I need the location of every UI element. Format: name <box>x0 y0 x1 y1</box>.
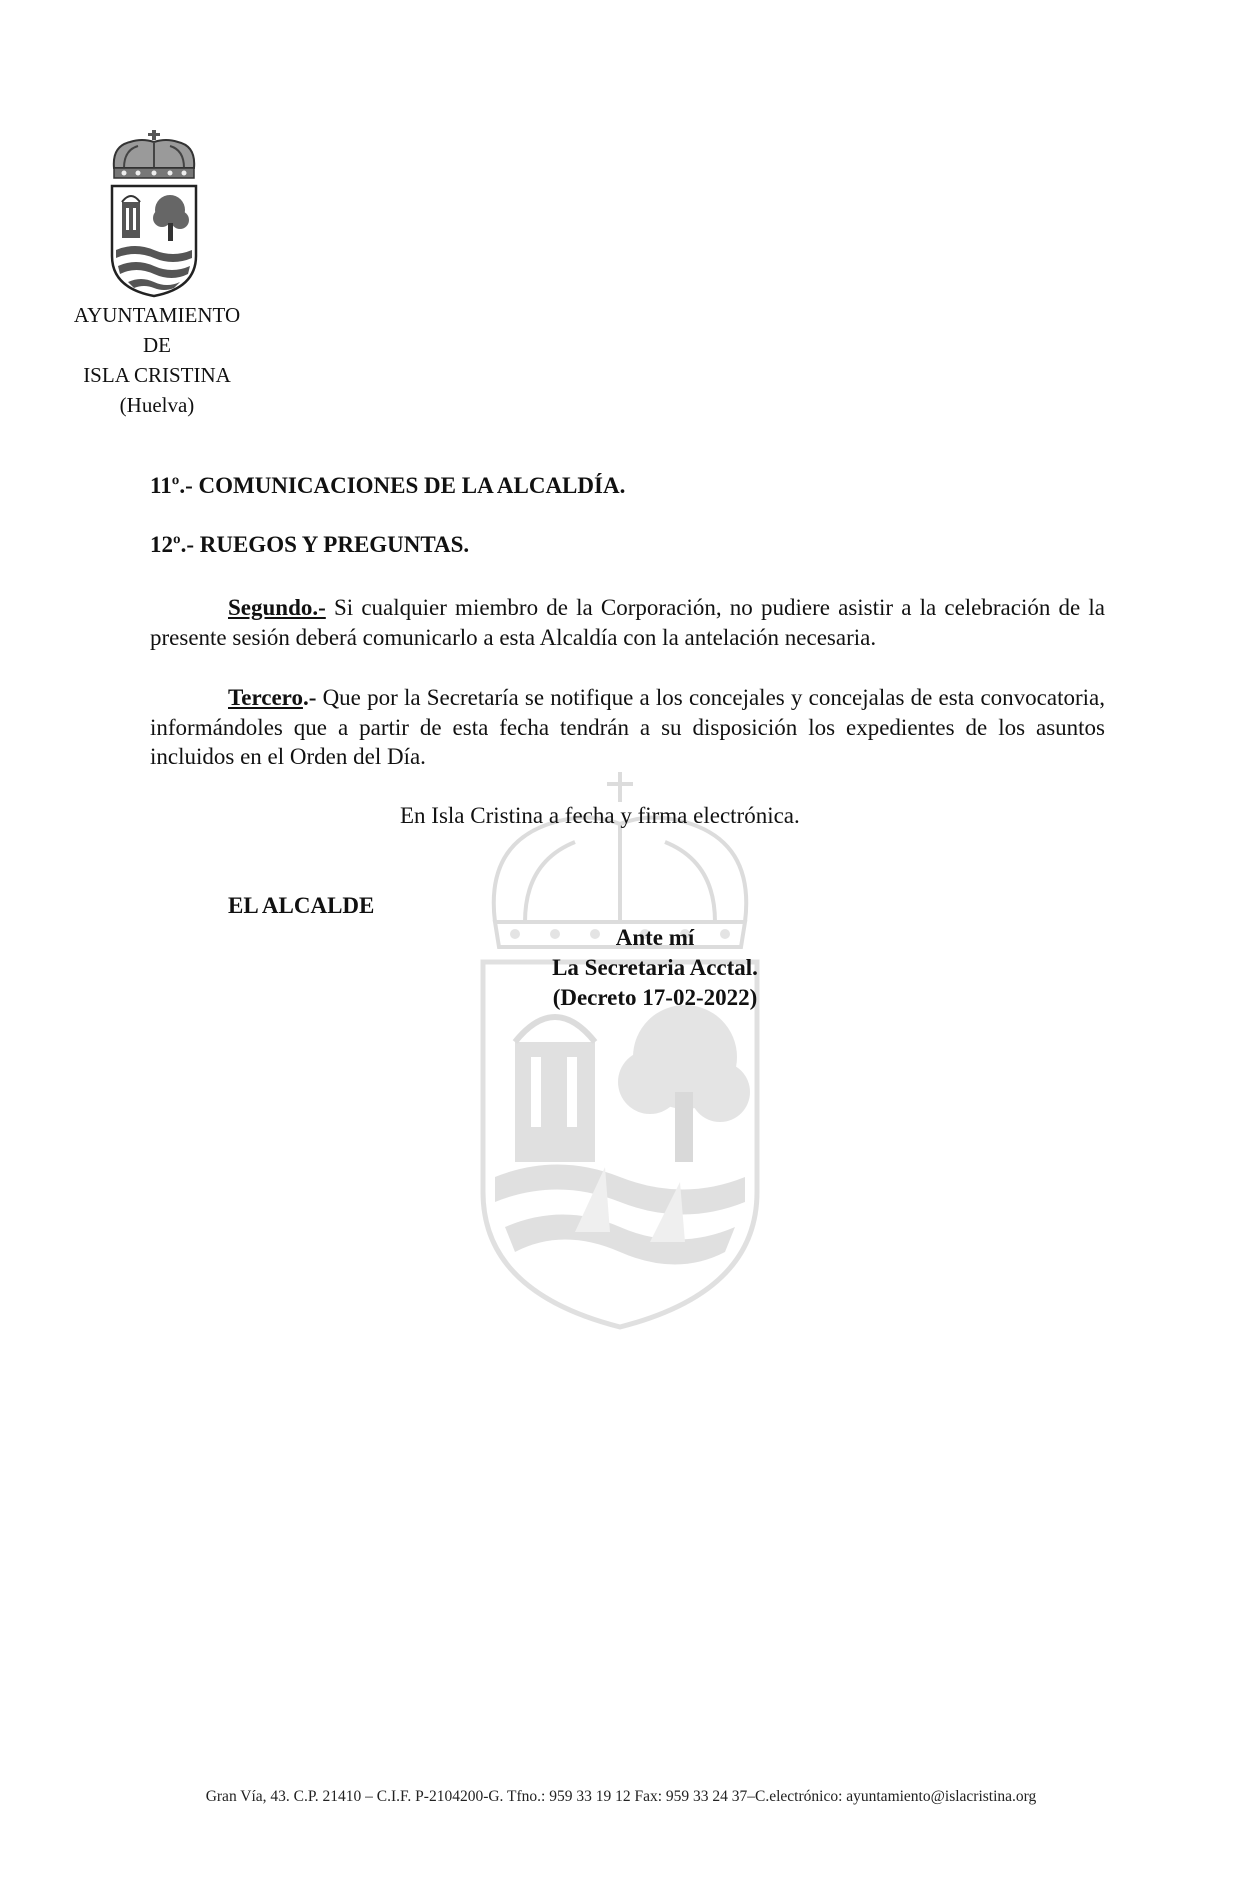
place-date-line: En Isla Cristina a fecha y firma electrónica. <box>400 803 800 828</box>
issuer-line-1: AYUNTAMIENTO <box>73 303 241 327</box>
decree-reference: (Decreto 17-02-2022) <box>552 985 758 1010</box>
segundo-text: Si cualquier miembro de la Corporación, no pudiere asistir a la celebración de la presente sesión deberá comunicarlo a esta Alcaldía con la antelación necesaria. <box>150 595 1105 650</box>
agenda-item-11: 11º.- COMUNICACIONES DE LA ALCALDÍA. <box>150 473 626 498</box>
secretary-signature-block <box>520 923 790 1013</box>
tercero-lead: Tercero <box>228 685 303 710</box>
tercero-lead-dash: .- <box>302 685 317 710</box>
tercero-text: Que por la Secretaría se notifique a los concejales y concejalas de esta convocatoria, informándoles que a partir de esta fecha tendrán a su disposición los expedientes de los asuntos incluidos en el Orden del Día. <box>150 685 1105 769</box>
paragraph-tercero <box>150 683 1105 772</box>
issuer-line-4: (Huelva) <box>119 393 195 417</box>
segundo-lead: Segundo.- <box>228 595 326 620</box>
ante-mi-label: Ante mí <box>615 925 695 950</box>
coat-of-arms-icon <box>108 128 200 298</box>
mayor-signature-label: EL ALCALDE <box>228 893 375 918</box>
coat-of-arms-watermark-icon <box>475 772 765 1332</box>
secretary-title: La Secretaria Acctal. <box>552 955 758 980</box>
agenda-item-12: 12º.- RUEGOS Y PREGUNTAS. <box>150 532 470 557</box>
footer-contact: Gran Vía, 43. C.P. 21410 – C.I.F. P-2104200-G. Tfno.: 959 33 19 12 Fax: 959 33 24 37–C.electrónico: ayuntamiento@islacristina.org <box>205 1788 1037 1805</box>
paragraph-segundo <box>150 593 1105 652</box>
issuer-block <box>52 300 262 420</box>
issuer-line-3: ISLA CRISTINA <box>83 363 231 387</box>
issuer-line-2: DE <box>143 333 171 357</box>
